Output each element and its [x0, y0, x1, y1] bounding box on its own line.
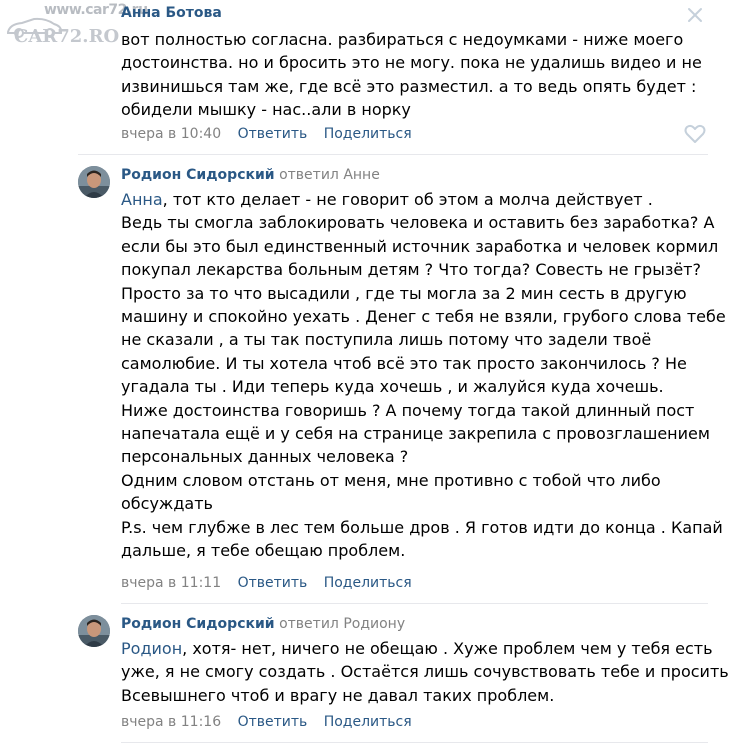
text-line: напечатала ещё и у себя на странице закрепила с провозглашением [121, 424, 710, 444]
text-line: уже, я не смогу создать . Остаётся лишь сочувствовать тебе и просить [121, 662, 729, 682]
text-line [121, 637, 721, 660]
share-button[interactable]: Поделиться [323, 714, 412, 730]
comment-meta [121, 574, 412, 592]
reply-to-label[interactable]: ответил Родиону [279, 616, 406, 632]
close-icon[interactable] [686, 6, 704, 24]
text-line: дальше, я тебе обещаю проблем. [121, 541, 406, 561]
reply-button[interactable]: Ответить [237, 126, 308, 142]
text-line: персональных данных человека ? [121, 447, 409, 467]
avatar[interactable] [78, 166, 110, 198]
share-button[interactable]: Поделиться [323, 575, 412, 591]
share-button[interactable]: Поделиться [323, 126, 412, 142]
text-line: покупал лекарства больным детям ? Что тогда? Совесть не грызёт? [121, 260, 701, 280]
timestamp[interactable]: вчера в 11:11 [121, 575, 222, 591]
mention-link[interactable]: Родион [121, 639, 183, 658]
reply-to-label[interactable]: ответил Анне [279, 167, 380, 183]
author-name[interactable]: Родион Сидорский [121, 616, 275, 632]
text-line: обсуждать [121, 494, 213, 514]
avatar-photo [78, 166, 110, 198]
comment-meta [121, 713, 412, 731]
comment-text [121, 637, 729, 707]
text-line: если бы это был единственный источник заработка и человек кормил [121, 236, 719, 256]
timestamp[interactable]: вчера в 10:40 [121, 126, 222, 142]
text-line: Одним словом отстань от меня, мне противно с тобой что либо [121, 470, 661, 490]
mention-link[interactable]: Анна [121, 190, 163, 209]
text-fragment: , тот кто делает - не говорит об этом а молча действует . [162, 190, 653, 209]
text-line: достоинства. но и бросить это не могу. пока не удалишь видео и не [121, 53, 702, 73]
text-line: не сказали , а ты так поступила лишь потому что задели твоё [121, 330, 652, 350]
text-line: Всевышнего чтоб и врагу не давал таких проблем. [121, 685, 555, 705]
reply-button[interactable]: Ответить [237, 714, 308, 730]
like-heart-icon[interactable] [684, 124, 706, 144]
watermark-url: www.car72.ru [44, 2, 148, 18]
comment-text [121, 188, 726, 563]
watermark-brand: CAR72.RO [14, 26, 120, 47]
text-line: вот полностью согласна. разбираться с недоумками - ниже моего [121, 30, 684, 49]
divider [121, 742, 708, 743]
text-line: угадала ты . Иди теперь куда хочешь , и жалуйся куда хочешь. [121, 377, 664, 397]
reply-button[interactable]: Ответить [237, 575, 308, 591]
author-name[interactable]: Родион Сидорский [121, 167, 275, 183]
text-line: Просто за то что высадили , где ты могла за 2 мин сесть в другую [121, 283, 687, 303]
timestamp[interactable]: вчера в 11:16 [121, 714, 222, 730]
avatar[interactable] [78, 615, 110, 647]
text-line: самолюбие. И ты хотела чтоб всё это так просто закончилось ? Не [121, 353, 687, 373]
comment-meta [121, 125, 412, 143]
text-line: обидели мышку - нас..али в норку [121, 100, 411, 120]
text-line: извинишься там же, где всё это разместил. а то ведь опять будет : [121, 76, 697, 96]
watermark-logo [4, 2, 148, 48]
divider [121, 603, 708, 604]
text-line: машину и спокойно уехать . Денег с тебя не взяли, грубого слова тебе [121, 307, 726, 327]
text-line: Ниже достоинства говоришь ? А почему тогда такой длинный пост [121, 400, 695, 420]
author-name[interactable]: Анна Ботова [121, 5, 222, 21]
text-fragment: , хотя- нет, ничего не обещаю . Хуже проблем чем у тебя есть [182, 639, 713, 658]
divider [78, 154, 708, 155]
avatar-photo [78, 615, 110, 647]
text-line: Ведь ты смогла заблокировать человека и оставить без заработка? А [121, 213, 715, 233]
comment-text [121, 28, 721, 122]
text-line: P.s. чем глубже в лес тем больше дров . Я готов идти до конца . Капай [121, 517, 723, 537]
text-line [121, 188, 721, 211]
